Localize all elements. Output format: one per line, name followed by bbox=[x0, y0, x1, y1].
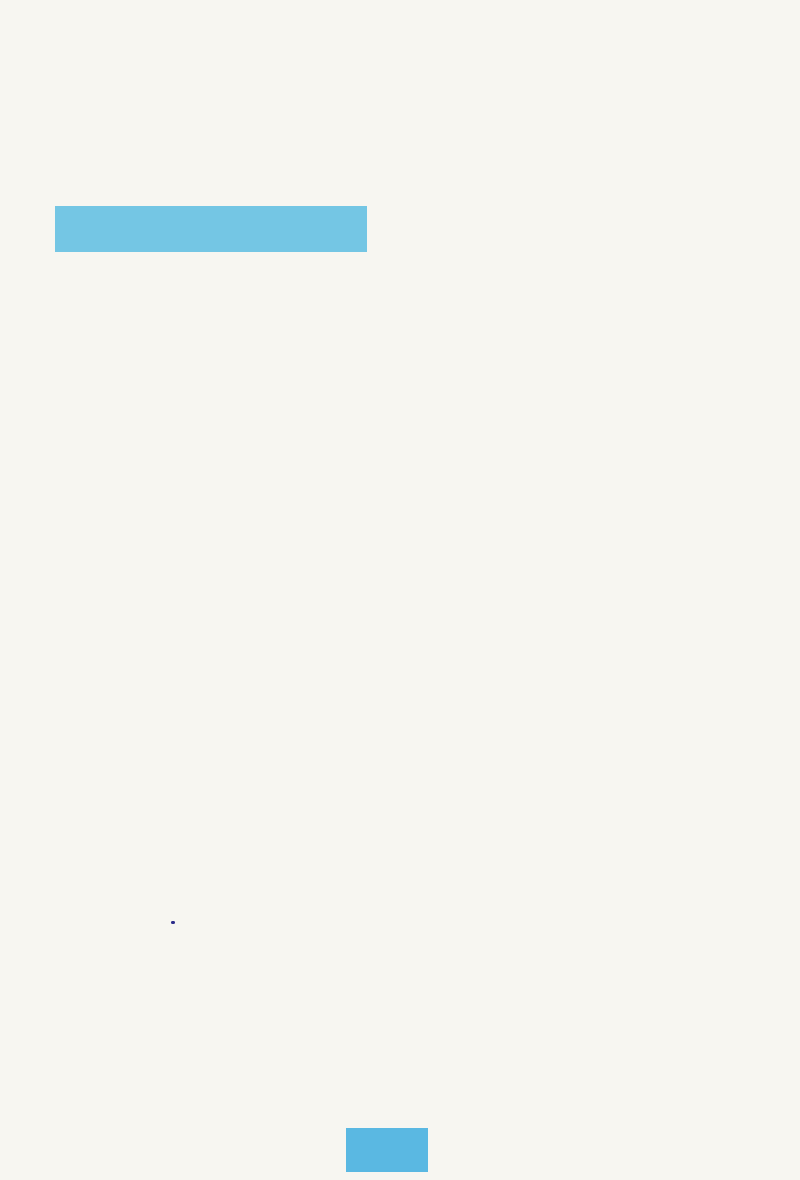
section-header bbox=[55, 206, 367, 252]
page-number-box bbox=[346, 1128, 428, 1172]
ink-dot bbox=[171, 921, 175, 924]
